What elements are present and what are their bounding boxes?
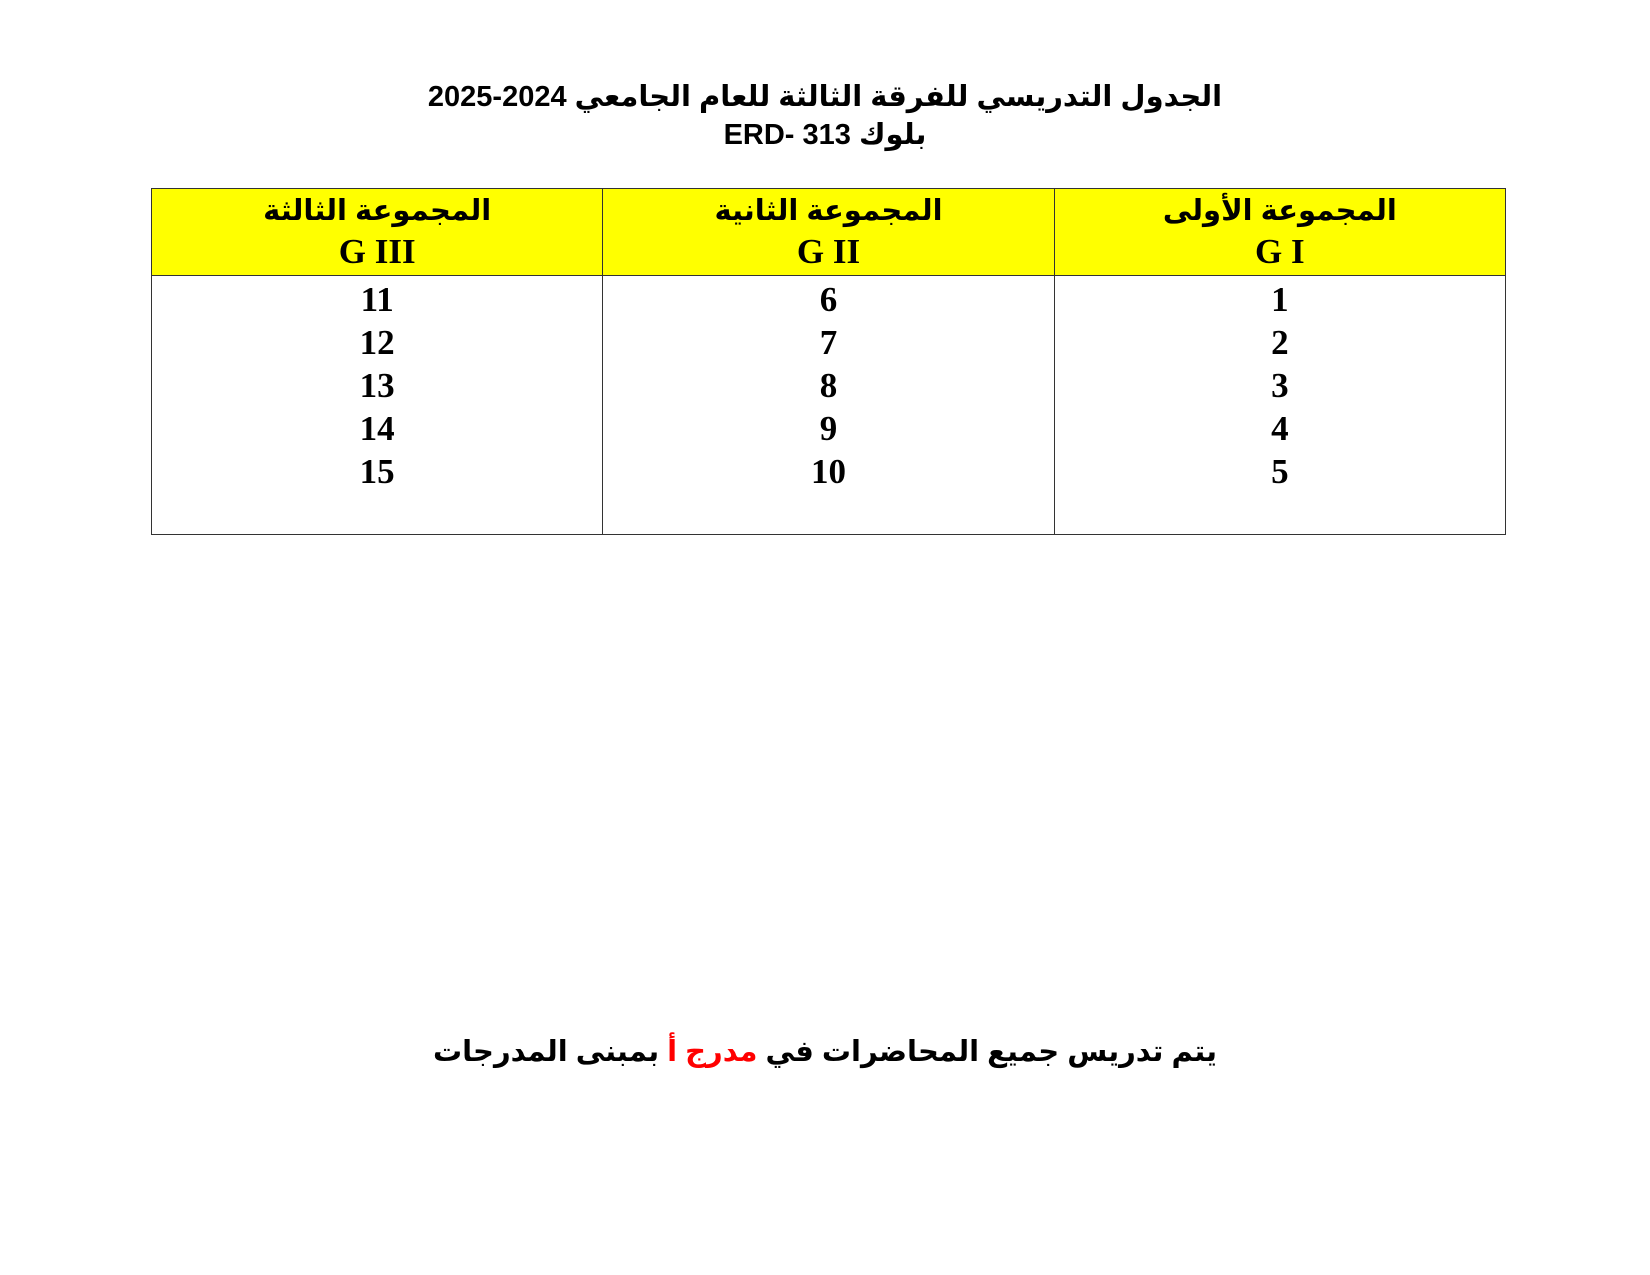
- group-2-cell: [603, 276, 1054, 535]
- title-line-2: بلوك ERD- 313: [723, 119, 927, 151]
- list-item: 1: [1271, 280, 1289, 319]
- list-item: 5: [1271, 452, 1289, 491]
- header-group-1-en: G I: [1255, 232, 1305, 271]
- header-group-3: [152, 189, 603, 276]
- header-group-1-ar: المجموعة الأولى: [1162, 195, 1397, 227]
- list-item: 14: [359, 409, 395, 448]
- group-1-list: [1055, 276, 1505, 493]
- header-group-2-en: G II: [796, 232, 861, 271]
- list-item: 8: [819, 366, 838, 405]
- page-title: [300, 78, 1350, 154]
- group-3-cell: [152, 276, 603, 535]
- title-line-1: الجدول التدريسي للفرقة الثالثة للعام الجامعي 2024-2025: [427, 81, 1223, 113]
- list-item: 15: [359, 452, 395, 491]
- header-group-1: [1054, 189, 1505, 276]
- group-1-cell: [1054, 276, 1505, 535]
- lecture-hall-name: مدرج أ: [667, 1036, 758, 1068]
- group-2-list: [603, 276, 1053, 493]
- list-item: 4: [1271, 409, 1289, 448]
- schedule-table: [151, 188, 1506, 535]
- table-row: [152, 276, 1506, 535]
- header-group-3-en: G III: [338, 232, 416, 271]
- list-item: 12: [359, 323, 395, 362]
- list-item: 9: [819, 409, 838, 448]
- group-3-list: [152, 276, 602, 493]
- list-item: 3: [1271, 366, 1289, 405]
- list-item: 11: [360, 280, 394, 319]
- footer-text-end: بمبنى المدرجات: [433, 1036, 668, 1068]
- list-item: 2: [1271, 323, 1289, 362]
- list-item: 6: [819, 280, 838, 319]
- list-item: 13: [359, 366, 395, 405]
- header-group-2: [603, 189, 1054, 276]
- header-group-2-ar: المجموعة الثانية: [714, 195, 943, 227]
- header-row: [152, 189, 1506, 276]
- list-item: 7: [819, 323, 838, 362]
- footer-note: [300, 1032, 1350, 1072]
- header-group-3-ar: المجموعة الثالثة: [263, 195, 492, 227]
- footer-text-start: يتم تدريس جميع المحاضرات في: [757, 1036, 1217, 1068]
- list-item: 10: [811, 452, 846, 491]
